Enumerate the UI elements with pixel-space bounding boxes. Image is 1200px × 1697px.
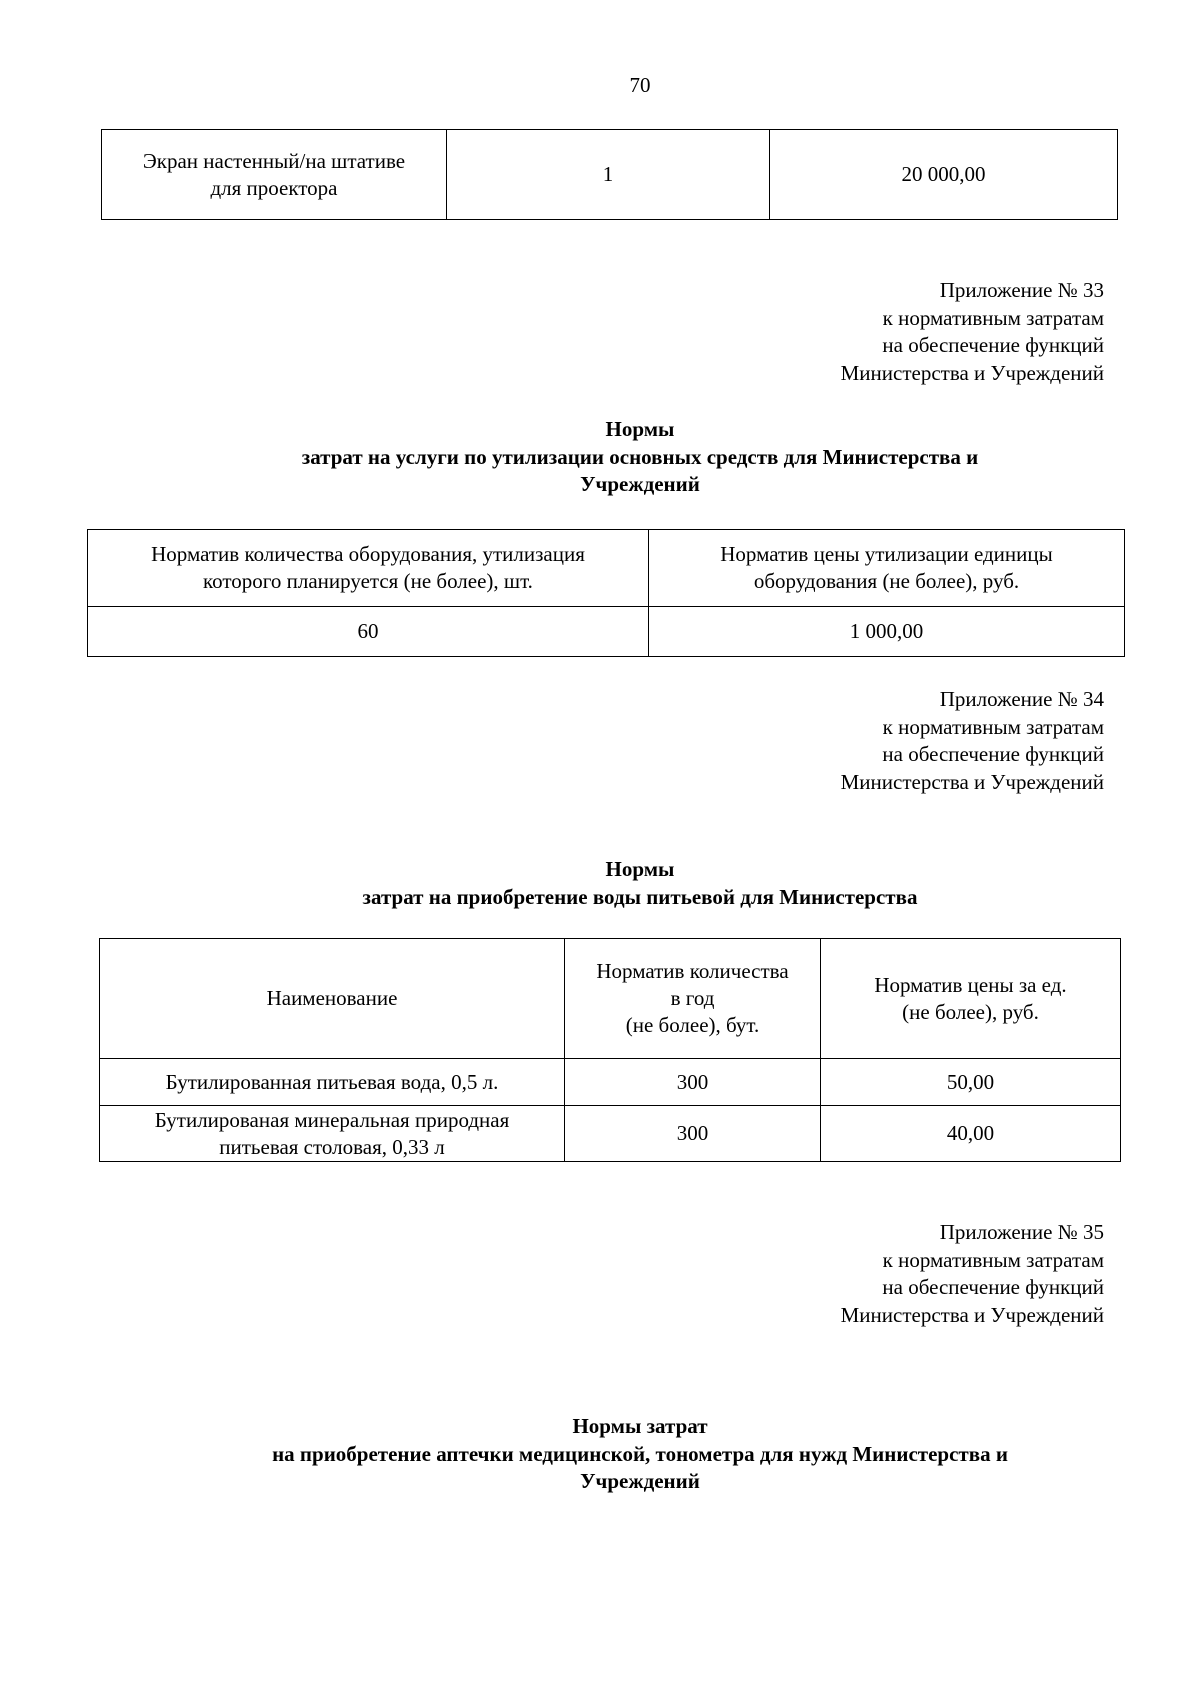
table-cell: 300	[565, 1106, 821, 1162]
appendix-33-line: Министерства и Учреждений	[840, 360, 1104, 385]
table-row	[88, 607, 1125, 657]
heading-33-line: Учреждений	[580, 472, 700, 496]
heading-33-line: Нормы	[605, 417, 675, 441]
appendix-35-line: Министерства и Учреждений	[840, 1302, 1104, 1327]
appendix-35-note	[504, 1219, 1104, 1329]
appendix-34-line: на обеспечение функций	[882, 742, 1104, 766]
appendix-34-line: Приложение № 34	[939, 687, 1104, 711]
equipment-price-cell: 20 000,00	[770, 130, 1118, 220]
page-number: 70	[629, 73, 651, 97]
heading-35-line: на приобретение аптечки медицинской, тонометра для нужд Министерства и	[272, 1441, 1008, 1466]
heading-34-line: Нормы	[605, 857, 675, 881]
appendix-35-line: к нормативным затратам	[882, 1247, 1104, 1272]
equipment-qty-cell: 1	[447, 130, 770, 220]
table-cell: 300	[565, 1059, 821, 1106]
heading-35-line: Нормы затрат	[572, 1414, 708, 1438]
appendix-33-line: Приложение № 33	[939, 278, 1104, 302]
table-cell: Бутилированая минеральная природная питьевая столовая, 0,33 л	[100, 1106, 565, 1162]
table-cell: 40,00	[821, 1106, 1121, 1162]
column-header: Норматив количества оборудования, утилизация которого планируется (не более), шт.	[88, 530, 649, 607]
table-header-row	[88, 530, 1125, 607]
appendix-35-line: на обеспечение функций	[882, 1275, 1104, 1299]
disposal-norms-table	[87, 529, 1125, 657]
drinking-water-norms-table	[99, 938, 1121, 1162]
heading-33-line: затрат на услуги по утилизации основных средств для Министерства и	[301, 444, 979, 469]
appendix-35-line: Приложение № 35	[939, 1220, 1104, 1244]
equipment-name-cell: Экран настенный/на штативе для проектора	[102, 130, 447, 220]
table-cell: 50,00	[821, 1059, 1121, 1106]
heading-35-line: Учреждений	[580, 1469, 700, 1493]
column-header: Норматив количества в год (не более), бут.	[565, 939, 821, 1059]
appendix-34-line: к нормативным затратам	[882, 714, 1104, 739]
table-cell: 60	[88, 607, 649, 657]
appendix-33-line: к нормативным затратам	[882, 305, 1104, 330]
column-header: Наименование	[100, 939, 565, 1059]
heading-34	[0, 856, 1200, 911]
heading-33	[0, 416, 1200, 499]
appendix-33-note	[504, 277, 1104, 387]
appendix-34-note	[504, 686, 1104, 796]
equipment-continuation-table	[101, 129, 1118, 220]
column-header: Норматив цены за ед. (не более), руб.	[821, 939, 1121, 1059]
table-row	[100, 1106, 1121, 1162]
table-row	[102, 130, 1118, 220]
table-header-row	[100, 939, 1121, 1059]
heading-34-line: затрат на приобретение воды питьевой для Министерства	[362, 884, 918, 909]
heading-35	[0, 1413, 1200, 1496]
column-header: Норматив цены утилизации единицы оборудования (не более), руб.	[649, 530, 1125, 607]
appendix-34-line: Министерства и Учреждений	[840, 769, 1104, 794]
appendix-33-line: на обеспечение функций	[882, 333, 1104, 357]
table-cell: 1 000,00	[649, 607, 1125, 657]
table-cell: Бутилированная питьевая вода, 0,5 л.	[100, 1059, 565, 1106]
table-row	[100, 1059, 1121, 1106]
